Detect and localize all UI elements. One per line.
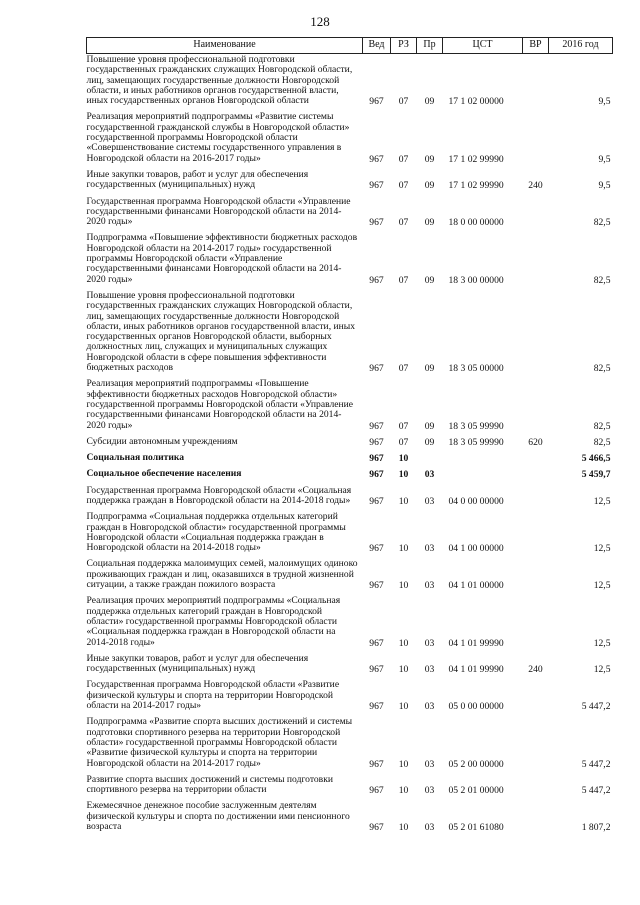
row-name: Ежемесячное денежное пособие заслуженным деятелям физической культуры и спорта по достижении ими пенсионного возраста	[86, 800, 350, 832]
row-name: Повышение уровня профессиональной подготовки государственных гражданских служащих Новгородской области, лиц, замещающих государственные должности Новгородской области, иных работников органов государственной власти, иных государственных органов Новгородской области, выборных должностных лиц, служащих и муниципальных служащих Новгородской области в сфере повышения эффективности бюджетных расходов	[86, 289, 356, 374]
row-name: Иные закупки товаров, работ и услуг для обеспечения государственных (муниципальных) нужд	[86, 652, 309, 675]
row-pr: 09	[424, 217, 435, 229]
row-rz: 10	[398, 758, 409, 770]
row-cst: 18 3 05 99990	[448, 436, 504, 448]
row-rz: 07	[398, 420, 409, 432]
row-name: Государственная программа Новгородской области «Социальная поддержка граждан в Новгородской области на 2014-2018 годы»	[86, 484, 352, 506]
row-ved: 967	[369, 453, 384, 465]
row-cst: 17 1 02 99990	[448, 180, 504, 192]
row-name: Повышение уровня профессиональной подготовки государственных гражданских служащих Новгородской области, лиц, замещающих государственные должности Новгородской области, и иных работников органов государственной власти, иных государственных органов Новгородской области	[86, 54, 353, 107]
row-cst: 05 2 01 61080	[448, 822, 504, 833]
row-pr: 03	[424, 495, 435, 507]
row-ved: 967	[369, 180, 384, 192]
row-cst: 04 0 00 00000	[448, 495, 504, 507]
row-pr: 03	[424, 758, 435, 770]
row-name: Субсидии автономным учреждениям	[86, 435, 238, 447]
table-row	[87, 286, 613, 374]
row-sum: 82,5	[593, 436, 611, 448]
row-sum: 12,5	[593, 637, 611, 649]
row-rz: 10	[398, 495, 409, 507]
table-row	[87, 507, 613, 554]
row-name: Подпрограмма «Развитие спорта высших достижений и системы подготовки спортивного резерва на территории Новгородской области» государственной программы Новгородской области «Развитие физической культуры и спорта на территории Новгородской области на 2014-2017 годы»	[86, 716, 353, 769]
row-ved: 967	[369, 469, 384, 481]
row-ved: 967	[369, 274, 384, 286]
table-row	[87, 649, 613, 676]
row-sum: 12,5	[593, 580, 611, 592]
row-cst: 17 1 02 99990	[448, 153, 504, 165]
header-year: 2016 год	[549, 38, 613, 54]
row-sum: 5 447,2	[581, 701, 611, 713]
table-row	[87, 770, 613, 797]
row-name: Подпрограмма «Социальная поддержка отдельных категорий граждан в Новгородской области» государственной программы Новгородской области «Социальная поддержка граждан в Новгородской области на 2014-2018 годы»	[86, 511, 346, 554]
row-name: Иные закупки товаров, работ и услуг для обеспечения государственных (муниципальных) нужд	[86, 168, 309, 191]
row-vr	[523, 448, 549, 464]
row-name: Социальное обеспечение населения	[86, 468, 242, 480]
row-pr: 09	[424, 180, 435, 192]
row-rz: 10	[398, 785, 409, 797]
row-cst: 18 3 05 00000	[448, 363, 504, 375]
table-row	[87, 374, 613, 431]
row-vr	[523, 228, 549, 285]
row-name: Подпрограмма «Повышение эффективности бюджетных расходов Новгородской области на 2014-2017 годы» государственной программы Новгородской области «Управление государственными финансами Новгородской области на 2014-2020 годы»	[86, 232, 358, 285]
row-ved: 967	[369, 153, 384, 165]
row-rz: 10	[398, 453, 409, 465]
table-row	[87, 591, 613, 648]
row-pr: 03	[424, 822, 435, 833]
row-vr: 620	[528, 436, 543, 448]
table-row	[87, 54, 613, 108]
row-sum: 5 447,2	[581, 758, 611, 770]
row-sum: 9,5	[598, 180, 611, 192]
row-ved: 967	[369, 217, 384, 229]
table-row	[87, 675, 613, 712]
row-cst: 05 2 00 00000	[448, 758, 504, 770]
row-name: Государственная программа Новгородской области «Развитие физической культуры и спорта на территории Новгородской области на 2014-2017 годы»	[86, 679, 340, 712]
row-pr: 09	[424, 420, 435, 432]
row-rz: 07	[398, 363, 409, 375]
row-name: Социальная политика	[86, 452, 185, 464]
row-sum: 82,5	[593, 420, 611, 432]
row-name: Государственная программа Новгородской области «Управление государственными финансами Новгородской области на 2014-2020 годы»	[86, 195, 351, 228]
row-cst: 04 1 01 00000	[448, 580, 504, 592]
row-rz: 07	[398, 274, 409, 286]
row-ved: 967	[369, 363, 384, 375]
row-pr: 03	[424, 785, 435, 797]
table-row	[87, 796, 613, 833]
row-rz: 10	[398, 822, 409, 833]
table-row	[87, 107, 613, 164]
row-sum: 5 459,7	[581, 469, 611, 481]
row-rz: 10	[398, 637, 409, 649]
row-vr	[523, 464, 549, 480]
row-vr	[523, 796, 549, 833]
header-cst: ЦСТ	[443, 38, 523, 54]
row-vr	[523, 507, 549, 554]
row-sum: 82,5	[593, 363, 611, 375]
row-sum: 82,5	[593, 274, 611, 286]
row-sum: 9,5	[598, 96, 611, 108]
table-row	[87, 432, 613, 448]
row-vr: 240	[528, 180, 543, 192]
row-pr: 03	[424, 701, 435, 713]
row-name: Реализация прочих мероприятий подпрограммы «Социальная поддержка отдельных категорий граждан в Новгородской области» государственной программы Новгородской области «Социальная поддержка граждан в Новгородской области на 2014-2018 годы»	[86, 595, 341, 648]
table-row	[87, 228, 613, 285]
row-pr: 09	[424, 274, 435, 286]
row-rz: 10	[398, 469, 409, 481]
table-row	[87, 481, 613, 508]
row-sum: 12,5	[593, 495, 611, 507]
row-vr	[523, 712, 549, 769]
row-vr	[523, 770, 549, 797]
row-vr: 240	[528, 664, 543, 676]
row-cst	[443, 464, 523, 480]
row-sum: 5 447,2	[581, 785, 611, 797]
row-sum: 12,5	[593, 543, 611, 555]
row-cst: 05 0 00 00000	[448, 701, 504, 713]
row-rz: 07	[398, 96, 409, 108]
row-ved: 967	[369, 580, 384, 592]
row-ved: 967	[369, 543, 384, 555]
header-vr: ВР	[523, 38, 549, 54]
row-pr: 03	[424, 580, 435, 592]
page-number: 128	[310, 14, 330, 29]
row-cst: 18 0 00 00000	[448, 217, 504, 229]
row-sum: 5 466,5	[581, 453, 611, 465]
header-pr: Пр	[417, 38, 443, 54]
row-sum: 9,5	[598, 153, 611, 165]
header-ved: Вед	[363, 38, 391, 54]
row-name: Развитие спорта высших достижений и системы подготовки спортивного резерва на территории области	[86, 773, 334, 796]
row-sum: 1 807,2	[581, 822, 611, 833]
row-rz: 07	[398, 217, 409, 229]
row-name: Социальная поддержка малоимущих семей, малоимущих одиноко проживающих граждан и лиц, оказавшихся в трудной жизненной ситуации, а также граждан пожилого возраста	[86, 558, 358, 591]
row-pr: 03	[424, 637, 435, 649]
row-pr: 03	[424, 469, 435, 481]
header-rz: РЗ	[391, 38, 417, 54]
table-body	[87, 54, 613, 834]
row-name: Реализация мероприятий подпрограммы «Развитие системы государственной гражданской службы в Новгородской области» государственной программы Новгородской области «Совершенствование системы государственного управления в Новгородской области на 2016-2017 годы»	[86, 111, 350, 164]
table-row	[87, 712, 613, 769]
row-rz: 07	[398, 180, 409, 192]
row-ved: 967	[369, 436, 384, 448]
row-vr	[523, 286, 549, 374]
row-ved: 967	[369, 701, 384, 713]
table-row	[87, 165, 613, 192]
row-rz: 07	[398, 436, 409, 448]
row-pr	[417, 448, 443, 464]
row-rz: 10	[398, 543, 409, 555]
row-vr	[523, 481, 549, 508]
row-sum: 82,5	[593, 217, 611, 229]
table-row	[87, 464, 613, 480]
row-cst: 18 3 00 00000	[448, 274, 504, 286]
row-rz: 10	[398, 580, 409, 592]
row-ved: 967	[369, 495, 384, 507]
table-header	[87, 38, 613, 54]
row-ved: 967	[369, 664, 384, 676]
table-row	[87, 554, 613, 591]
row-vr	[523, 554, 549, 591]
row-cst: 18 3 05 99990	[448, 420, 504, 432]
header-name: Наименование	[87, 38, 363, 54]
row-vr	[523, 591, 549, 648]
row-ved: 967	[369, 637, 384, 649]
row-name: Реализация мероприятий подпрограммы «Повышение эффективности бюджетных расходов Новгородской области» государственной программы Новгородской области «Управление государственными финансами Новгородской области на 2014-2020 годы»	[86, 378, 354, 431]
table-row	[87, 448, 613, 464]
row-sum: 12,5	[593, 664, 611, 676]
table-row	[87, 192, 613, 229]
row-ved: 967	[369, 785, 384, 797]
row-cst: 04 1 01 99990	[448, 664, 504, 676]
row-rz: 07	[398, 153, 409, 165]
budget-table	[86, 37, 613, 833]
row-cst: 17 1 02 00000	[448, 96, 504, 108]
row-vr	[523, 54, 549, 108]
row-pr: 03	[424, 543, 435, 555]
row-ved: 967	[369, 758, 384, 770]
row-pr: 03	[424, 664, 435, 676]
row-cst: 04 1 00 00000	[448, 543, 504, 555]
row-cst: 04 1 01 99990	[448, 637, 504, 649]
row-ved: 967	[369, 420, 384, 432]
row-pr: 09	[424, 96, 435, 108]
row-pr: 09	[424, 436, 435, 448]
row-cst	[443, 448, 523, 464]
row-vr	[523, 374, 549, 431]
row-pr: 09	[424, 153, 435, 165]
row-rz: 10	[398, 701, 409, 713]
row-cst: 05 2 01 00000	[448, 785, 504, 797]
row-rz: 10	[398, 664, 409, 676]
row-vr	[523, 675, 549, 712]
row-ved: 967	[369, 822, 384, 833]
row-pr: 09	[424, 363, 435, 375]
row-ved: 967	[369, 96, 384, 108]
row-vr	[523, 107, 549, 164]
row-vr	[523, 192, 549, 229]
